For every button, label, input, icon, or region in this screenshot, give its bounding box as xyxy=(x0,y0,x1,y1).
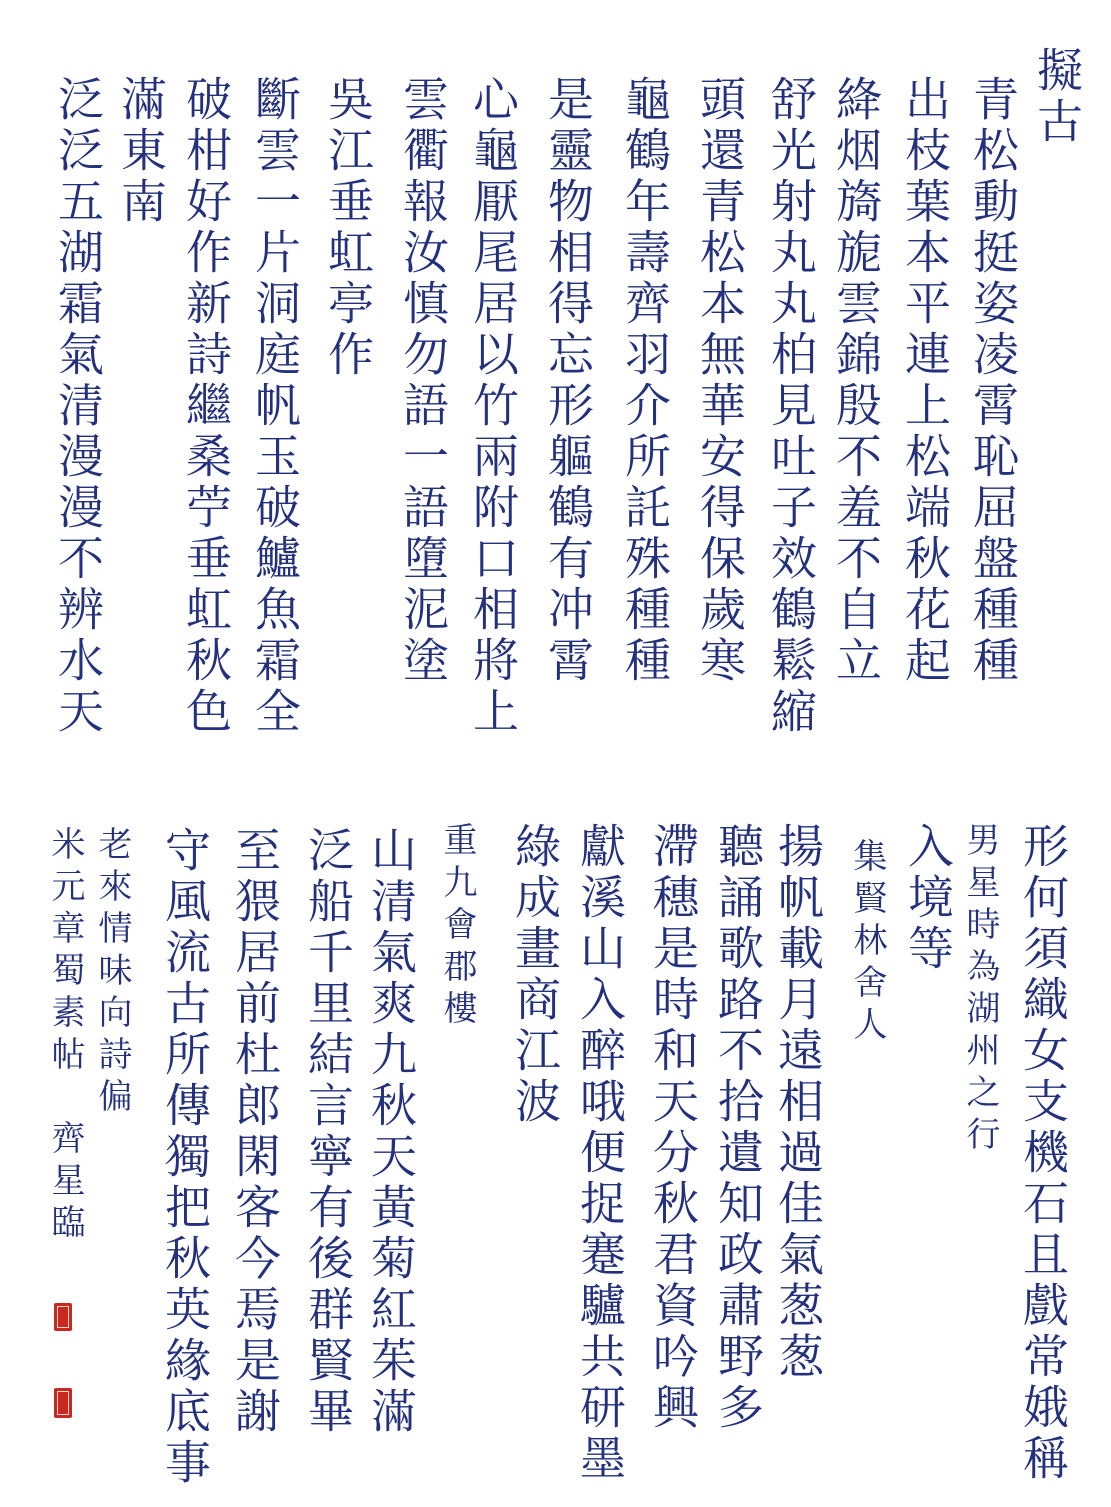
poem-column: 擬古 xyxy=(1030,46,1084,148)
poem-column: 泛泛五湖霜氣清漫漫不辨水天 xyxy=(51,75,105,738)
poem-column: 守風流古所傳獨把秋英緣底事 xyxy=(158,826,212,1489)
poem-column: 滿東南 xyxy=(114,75,168,228)
poem-column: 入境等 xyxy=(901,822,955,975)
poem-column: 滯穗是時和天分秋君資吟興 xyxy=(646,822,700,1434)
poem-column: 重九會郡樓 xyxy=(437,822,477,1032)
poem-column: 聽誦歌路不拾遺知政肅野多 xyxy=(711,822,765,1434)
poem-column: 獻溪山入醉哦便捉蹇驢共研墨 xyxy=(573,822,627,1485)
poem-column: 斷雲一片洞庭帆玉破鱸魚霜全 xyxy=(248,75,302,738)
poem-column: 破柑好作新詩繼桑苧垂虹秋色 xyxy=(179,75,233,738)
poem-column: 老來情味向詩偏 xyxy=(92,826,132,1120)
poem-column: 是靈物相得忘形軀鶴有冲霄 xyxy=(541,75,595,687)
poem-column: 舒光射丸丸柏見吐子效鶴鬆縮 xyxy=(764,75,818,738)
seal-stamp xyxy=(54,1303,72,1331)
poem-column: 泛船千里結言寧有後群賢畢 xyxy=(301,826,355,1438)
poem-column: 山清氣爽九秋天黃菊紅茱滿 xyxy=(364,826,418,1438)
poem-column: 青松動挺姿凌霄恥屈盤種種 xyxy=(966,75,1020,687)
poem-column: 綠成畫商江波 xyxy=(508,822,562,1128)
poem-column: 揚帆載月遠相過佳氣葱葱 xyxy=(771,822,825,1383)
poem-column: 雲衢報汝慎勿語一語墮泥塗 xyxy=(396,75,450,687)
seal-stamp xyxy=(54,1388,72,1418)
colophon-column: 米元章蜀素帖 齊星臨 xyxy=(45,826,85,1246)
poem-column: 形何須織女支機石且戲常娥稱 xyxy=(1016,822,1070,1485)
poem-column: 出枝葉本平連上松端秋花起 xyxy=(898,75,952,687)
poem-column: 至猥居前杜郎閑客今焉是謝 xyxy=(228,826,282,1438)
poem-column: 吳江垂虹亭作 xyxy=(321,75,375,381)
poem-column: 龜鶴年壽齊羽介所託殊種種 xyxy=(618,75,672,687)
poem-column: 心龜厭尾居以竹兩附口相將上 xyxy=(466,75,520,738)
poem-column: 絳烟旖旎雲錦殷不羞不自立 xyxy=(829,75,883,687)
poem-column: 頭還青松本無華安得保歲寒 xyxy=(693,75,747,687)
poem-column: 男星時為湖州之行 xyxy=(960,822,1000,1158)
poem-column: 集賢林舍人 xyxy=(847,838,887,1048)
